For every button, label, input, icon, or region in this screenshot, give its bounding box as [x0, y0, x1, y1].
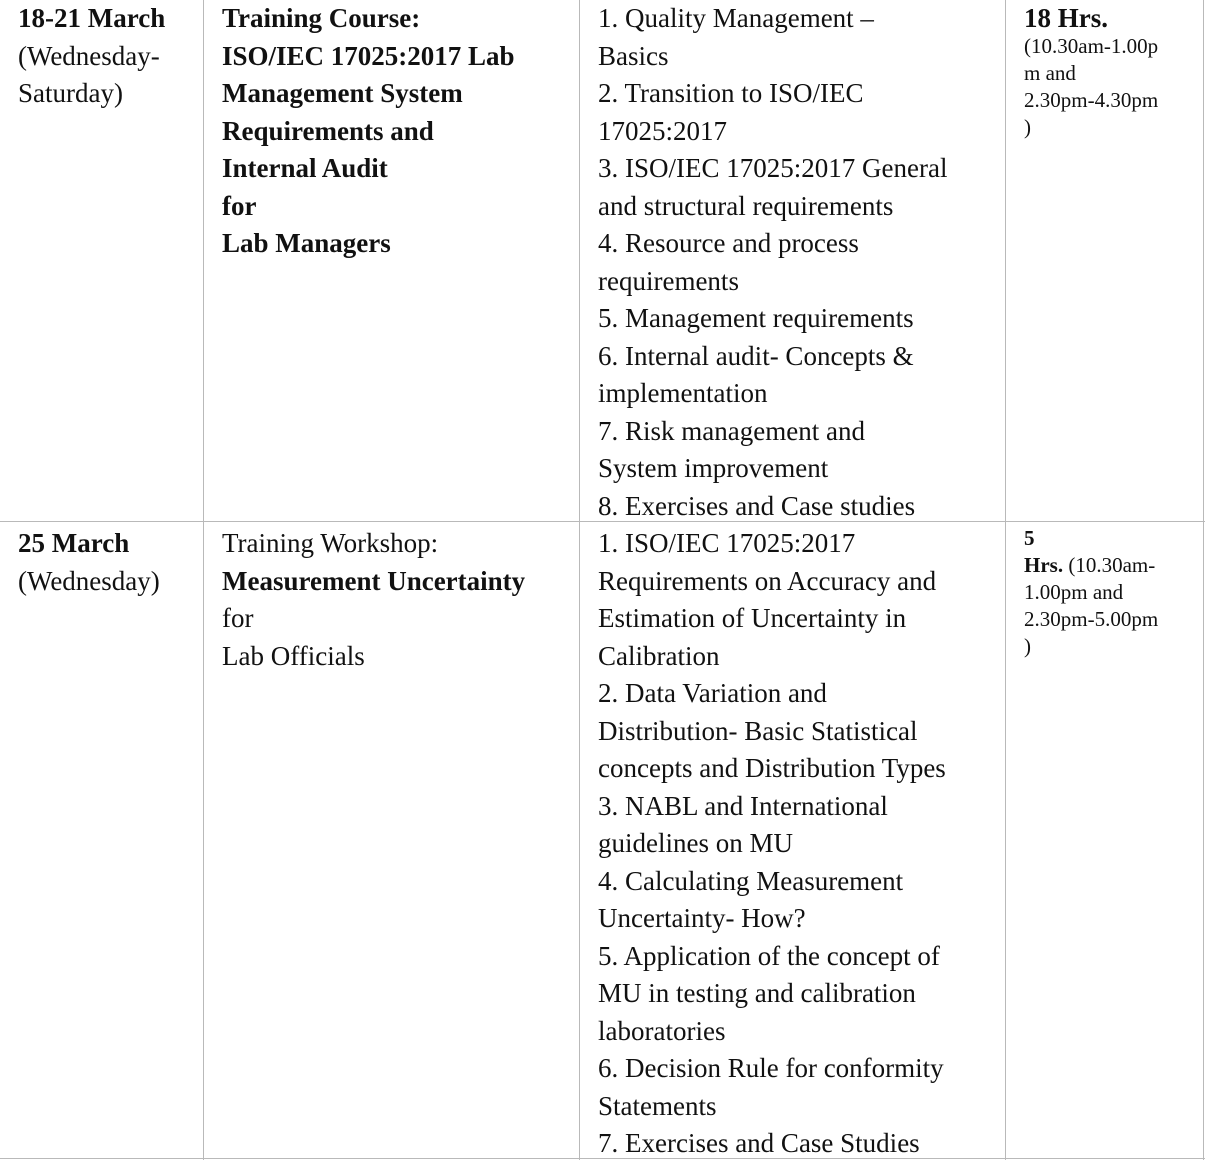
program-title-line: Internal Audit — [222, 153, 388, 183]
program-type: Training Course: — [222, 3, 421, 33]
topic-line: 4. Resource and process — [598, 228, 859, 258]
topic-line: Distribution- Basic Statistical — [598, 715, 918, 746]
topic-line: 2. Transition to ISO/IEC — [598, 78, 864, 108]
topics-cell — [598, 525, 1003, 1163]
topic-line: 3. NABL and International — [598, 790, 888, 821]
duration-hours-unit: Hrs. — [1024, 553, 1064, 577]
duration-time-line: (10.30am-1.00p — [1024, 33, 1159, 58]
program-title-bold: Measurement Uncertainty — [222, 565, 526, 596]
program-title-line: Lab Managers — [222, 228, 391, 258]
date-main: 25 March — [18, 528, 130, 558]
program-title-line: Requirements and — [222, 115, 434, 146]
topic-line: Calibration — [598, 640, 720, 671]
duration-cell — [1024, 525, 1202, 660]
date-main: 18-21 March — [18, 3, 166, 33]
topic-line: Statements — [598, 1090, 717, 1121]
topic-line: 4. Calculating Measurement — [598, 865, 904, 896]
duration-time-line: ) — [1024, 114, 1031, 139]
program-type: Training Workshop: — [222, 528, 439, 558]
duration-time-line: (10.30am- — [1068, 553, 1156, 577]
column-divider — [203, 0, 204, 1160]
topic-line: Requirements on Accuracy and — [598, 565, 937, 596]
topic-line: requirements — [598, 265, 739, 296]
topic-line: 6. Decision Rule for conformity — [598, 1053, 944, 1083]
topic-line: 5. Management requirements — [598, 303, 914, 333]
date-cell — [18, 525, 202, 600]
date-day: (Wednesday- — [18, 40, 160, 71]
topics-cell — [598, 0, 1003, 525]
topic-line: 5. Application of the concept of — [598, 940, 940, 971]
topic-line: System improvement — [598, 453, 829, 483]
program-cell — [222, 0, 577, 263]
topic-line: 1. ISO/IEC 17025:2017 — [598, 528, 856, 558]
duration-time-line: 2.30pm-5.00pm — [1024, 607, 1159, 631]
topic-line: MU in testing and calibration — [598, 978, 916, 1008]
duration-cell — [1024, 0, 1202, 141]
topic-line: 3. ISO/IEC 17025:2017 General — [598, 153, 948, 183]
program-title-line: Management System — [222, 78, 463, 108]
program-title-line: for — [222, 190, 257, 221]
program-title-line: ISO/IEC 17025:2017 Lab — [222, 40, 515, 71]
date-cell — [18, 0, 202, 113]
topic-line: Basics — [598, 40, 669, 71]
topic-line: laboratories — [598, 1015, 726, 1046]
duration-time-line: 2.30pm-4.30pm — [1024, 87, 1159, 112]
date-day: Saturday) — [18, 78, 123, 108]
topic-line: 2. Data Variation and — [598, 678, 827, 708]
program-title-line: for — [222, 603, 254, 633]
topic-line: 7. Risk management and — [598, 415, 865, 446]
topic-line: Uncertainty- How? — [598, 903, 806, 933]
program-title-line: Lab Officials — [222, 640, 365, 671]
table-right-border — [1203, 0, 1204, 1160]
topic-line: 17025:2017 — [598, 115, 728, 146]
date-day: (Wednesday) — [18, 565, 160, 596]
duration-time-line: 1.00pm and — [1024, 580, 1124, 604]
topic-line: concepts and Distribution Types — [598, 753, 946, 783]
column-divider — [579, 0, 580, 1160]
topic-line: guidelines on MU — [598, 828, 793, 858]
topic-line: Estimation of Uncertainty in — [598, 603, 907, 633]
duration-hours-number: 5 — [1024, 526, 1035, 550]
duration-time-line: m and — [1024, 60, 1076, 85]
duration-hours: 18 Hrs. — [1024, 3, 1108, 33]
program-cell — [222, 525, 577, 675]
topic-line: and structural requirements — [598, 190, 894, 221]
topic-line: implementation — [598, 378, 768, 408]
duration-time-line: ) — [1024, 634, 1031, 658]
topic-line: 8. Exercises and Case studies — [598, 490, 916, 521]
topic-line: 7. Exercises and Case Studies — [598, 1128, 920, 1158]
column-divider — [1005, 0, 1006, 1160]
topic-line: 6. Internal audit- Concepts & — [598, 340, 914, 371]
topic-line: 1. Quality Management – — [598, 3, 874, 33]
